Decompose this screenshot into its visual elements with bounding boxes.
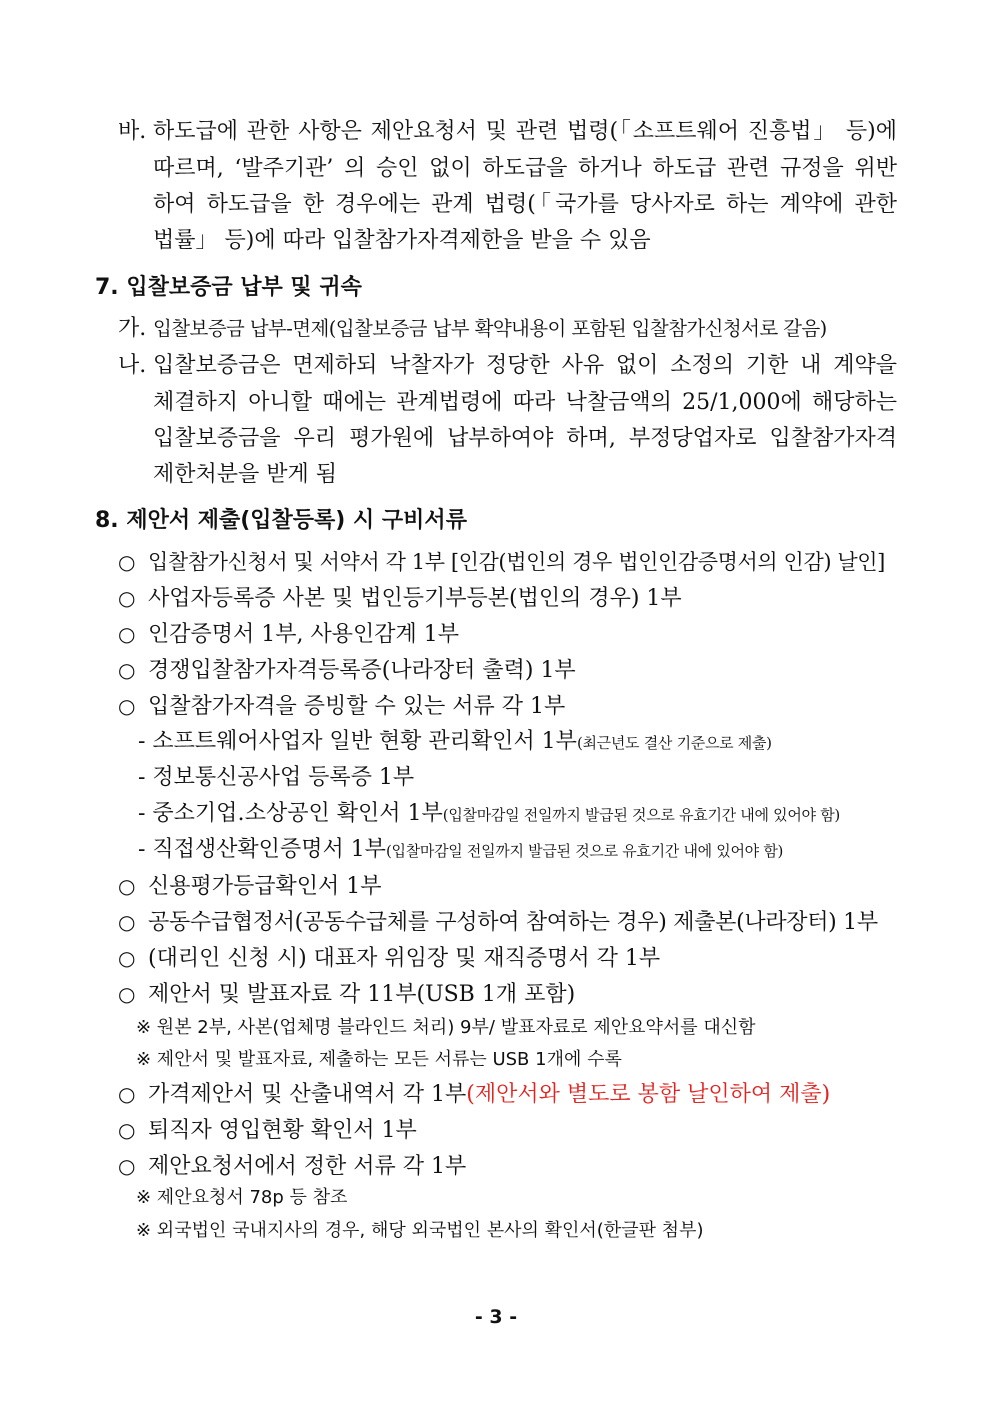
circle-bullet-icon: ○ xyxy=(118,622,136,646)
circle-bullet-icon: ○ xyxy=(118,658,136,682)
note-line: ※ 제안서 및 발표자료, 제출하는 모든 서류는 USB 1개에 수록 xyxy=(136,1049,622,1070)
ba-line-2: 따르며, ‘발주기관’ 의 승인 없이 하도급을 하거나 하도급 관련 규정을 위반 xyxy=(153,156,897,181)
circle-bullet-icon: ○ xyxy=(118,694,136,718)
ba-line-3: 하여 하도급을 한 경우에는 관계 법령(「국가를 당사자로 하는 계약에 관한 xyxy=(153,192,897,217)
item-marker-ga: 가. xyxy=(118,316,147,341)
list-item: ○ 입찰참가자격을 증빙할 수 있는 서류 각 1부 xyxy=(118,691,565,722)
na-line-3: 입찰보증금을 우리 평가원에 납부하여야 하며, 부정당업자로 입찰참가자격 xyxy=(153,426,897,451)
sub-list-item: - 중소기업․소상공인 확인서 1부(입찰마감일 전일까지 발급된 것으로 유효기간 내에 있어야 함) xyxy=(138,801,840,826)
note-line: ※ 제안요청서 78p 등 참조 xyxy=(136,1187,348,1208)
na-line-1: 입찰보증금은 면제하되 낙찰자가 정당한 사유 없이 소정의 기한 내 계약을 xyxy=(153,353,897,378)
circle-bullet-icon: ○ xyxy=(118,550,136,574)
section-7-title: 7. 입찰보증금 납부 및 귀속 xyxy=(95,275,362,300)
list-item: ○ 퇴직자 영입현황 확인서 1부 xyxy=(118,1115,417,1146)
sub-list-item: - 직접생산확인증명서 1부(입찰마감일 전일까지 발급된 것으로 유효기간 내에 있어야 함) xyxy=(138,837,784,862)
na-line-2: 체결하지 아니할 때에는 관계법령에 따라 낙찰금액의 25/1,000에 해당하는 xyxy=(153,390,897,415)
circle-bullet-icon: ○ xyxy=(118,910,136,934)
list-item: ○ 제안요청서에서 정한 서류 각 1부 xyxy=(118,1151,466,1182)
list-item: ○ 입찰참가신청서 및 서약서 각 1부 [인감(법인의 경우 법인인감증명서의 인감) 날인] xyxy=(118,547,885,577)
sub-list-item: - 소프트웨어사업자 일반 현황 관리확인서 1부(최근년도 결산 기준으로 제출) xyxy=(138,729,772,754)
list-item: ○ 경쟁입찰참가자격등록증(나라장터 출력) 1부 xyxy=(118,655,576,686)
list-item: ○ 신용평가등급확인서 1부 xyxy=(118,871,382,902)
circle-bullet-icon: ○ xyxy=(118,1082,136,1106)
circle-bullet-icon: ○ xyxy=(118,586,136,610)
circle-bullet-icon: ○ xyxy=(118,1154,136,1178)
note-line: ※ 원본 2부, 사본(업체명 블라인드 처리) 9부/ 발표자료로 제안요약서를 대신함 xyxy=(136,1017,756,1038)
section-8-title: 8. 제안서 제출(입찰등록) 시 구비서류 xyxy=(95,508,467,533)
circle-bullet-icon: ○ xyxy=(118,982,136,1006)
ga-text: 입찰보증금 납부-면제(입찰보증금 납부 확약내용이 포함된 입찰참가신청서로 갈음) xyxy=(153,317,827,340)
circle-bullet-icon: ○ xyxy=(118,874,136,898)
item-marker-na: 나. xyxy=(118,353,147,378)
item-marker-ba: 바. xyxy=(118,119,147,144)
ba-line-4: 법률」 등)에 따라 입찰참가자격제한을 받을 수 있음 xyxy=(153,228,651,253)
list-item: ○ 가격제안서 및 산출내역서 각 1부(제안서와 별도로 봉함 날인하여 제출) xyxy=(118,1079,830,1110)
page-number: - 3 - xyxy=(474,1306,518,1328)
list-item: ○ 인감증명서 1부, 사용인감계 1부 xyxy=(118,619,459,650)
ba-line-1: 하도급에 관한 사항은 제안요청서 및 관련 법령(「소프트웨어 진흥법」 등)에 xyxy=(153,119,897,144)
list-item: ○ 공동수급협정서(공동수급체를 구성하여 참여하는 경우) 제출본(나라장터) 1부 xyxy=(118,907,878,938)
red-emphasis-text: (제안서와 별도로 봉함 날인하여 제출) xyxy=(466,1082,831,1107)
circle-bullet-icon: ○ xyxy=(118,946,136,970)
na-line-4: 제한처분을 받게 됨 xyxy=(153,462,338,487)
list-item: ○ (대리인 신청 시) 대표자 위임장 및 재직증명서 각 1부 xyxy=(118,943,660,974)
list-item: ○ 제안서 및 발표자료 각 11부(USB 1개 포함) xyxy=(118,979,575,1010)
list-item: ○ 사업자등록증 사본 및 법인등기부등본(법인의 경우) 1부 xyxy=(118,583,682,614)
note-line: ※ 외국법인 국내지사의 경우, 해당 외국법인 본사의 확인서(한글판 첨부) xyxy=(136,1220,704,1241)
sub-list-item: - 정보통신공사업 등록증 1부 xyxy=(138,765,415,790)
circle-bullet-icon: ○ xyxy=(118,1118,136,1142)
